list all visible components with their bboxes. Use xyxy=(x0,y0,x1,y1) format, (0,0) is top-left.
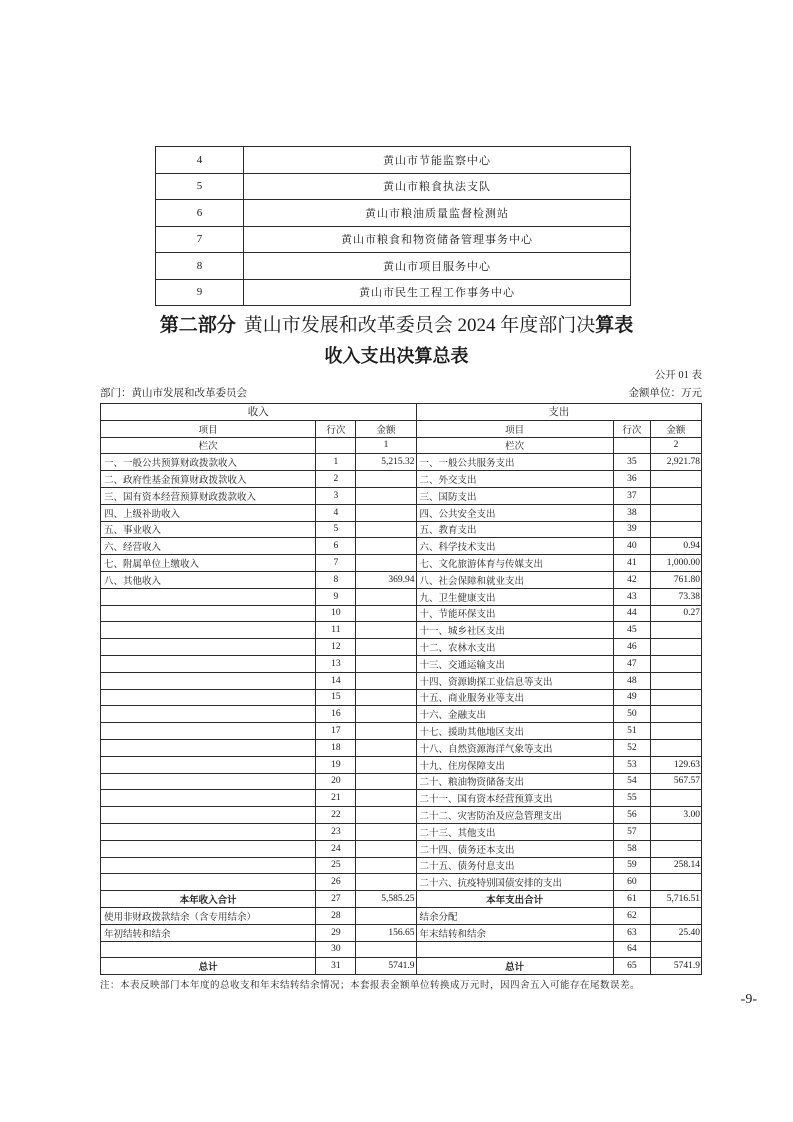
expense-line-no: 36 xyxy=(613,471,650,488)
expense-item: 十七、援助其他地区支出 xyxy=(416,723,613,740)
income-line-no: 4 xyxy=(316,504,356,521)
income-amount xyxy=(356,471,416,488)
expense-summary-item: 年末结转和结余 xyxy=(416,924,613,941)
expense-item: 十九、住房保障支出 xyxy=(416,756,613,773)
income-item xyxy=(101,739,316,756)
org-row-number: 7 xyxy=(156,226,244,253)
org-row-name: 黄山市项目服务中心 xyxy=(244,253,631,280)
org-row xyxy=(156,253,631,280)
expense-line-no: 35 xyxy=(613,454,650,471)
income-item: 七、附属单位上缴收入 xyxy=(101,555,316,572)
org-list-table xyxy=(155,146,631,306)
expense-line-no: 56 xyxy=(613,807,650,824)
income-item: 五、事业收入 xyxy=(101,521,316,538)
org-row-name: 黄山市粮食执法支队 xyxy=(244,173,631,200)
expense-amount xyxy=(650,840,701,857)
income-amount: 369.94 xyxy=(356,571,416,588)
income-amount: 5741.9 xyxy=(356,958,416,975)
expense-amount xyxy=(650,723,701,740)
expense-item: 九、卫生健康支出 xyxy=(416,588,613,605)
table-column-header-row xyxy=(101,420,702,437)
income-amount: 156.65 xyxy=(356,924,416,941)
income-line-no: 17 xyxy=(316,723,356,740)
income-item: 二、政府性基金预算财政拨款收入 xyxy=(101,471,316,488)
budget-data-row xyxy=(101,471,702,488)
expense-item: 四、公共安全支出 xyxy=(416,504,613,521)
expense-line-no: 51 xyxy=(613,723,650,740)
expense-item: 七、文化旅游体育与传媒支出 xyxy=(416,555,613,572)
expense-amount xyxy=(650,487,701,504)
income-amount xyxy=(356,487,416,504)
expense-amount xyxy=(650,672,701,689)
income-column-number: 1 xyxy=(356,437,416,454)
income-item xyxy=(101,823,316,840)
income-line-no: 20 xyxy=(316,773,356,790)
expense-line-no: 47 xyxy=(613,655,650,672)
expense-line-no: 40 xyxy=(613,538,650,555)
income-item: 六、经营收入 xyxy=(101,538,316,555)
income-item xyxy=(101,605,316,622)
budget-data-row xyxy=(101,605,702,622)
expense-item: 十一、城乡社区支出 xyxy=(416,622,613,639)
income-item xyxy=(101,689,316,706)
income-amount xyxy=(356,874,416,891)
expense-amount: 5,716.51 xyxy=(650,891,701,908)
budget-data-row xyxy=(101,538,702,555)
org-row xyxy=(156,147,631,174)
income-summary-item: 总计 xyxy=(101,958,316,975)
expense-amount xyxy=(650,655,701,672)
expense-item: 二十四、债务还本支出 xyxy=(416,840,613,857)
income-item xyxy=(101,807,316,824)
expense-amount: 129.63 xyxy=(650,756,701,773)
page-number: -9- xyxy=(740,992,757,1007)
income-line-no: 29 xyxy=(316,924,356,941)
expense-summary-item: 结余分配 xyxy=(416,907,613,924)
expense-item: 三、国防支出 xyxy=(416,487,613,504)
income-line-header: 行次 xyxy=(316,420,356,437)
income-line-no: 1 xyxy=(316,454,356,471)
income-amount xyxy=(356,756,416,773)
expense-line-header: 行次 xyxy=(613,420,650,437)
expense-amount xyxy=(650,907,701,924)
org-row xyxy=(156,173,631,200)
section-title-part2: 黄山市发展和改革委员会 2024 年度部门决 xyxy=(243,315,596,336)
income-line-no: 15 xyxy=(316,689,356,706)
budget-summary-row xyxy=(101,891,702,908)
expense-line-no: 58 xyxy=(613,840,650,857)
income-amount xyxy=(356,622,416,639)
expense-amount xyxy=(650,504,701,521)
expense-amount: 258.14 xyxy=(650,857,701,874)
expense-amount xyxy=(650,739,701,756)
expense-line-no: 60 xyxy=(613,874,650,891)
income-item xyxy=(101,706,316,723)
income-item: 三、国有资本经营预算财政拨款收入 xyxy=(101,487,316,504)
income-item xyxy=(101,588,316,605)
expense-line-no: 65 xyxy=(613,958,650,975)
expense-line-no: 50 xyxy=(613,706,650,723)
expense-line-no: 59 xyxy=(613,857,650,874)
expense-amount xyxy=(650,689,701,706)
table-footnote: 注：本表反映部门本年度的总收支和年末结转结余情况；本套报表金额单位转换成万元时，因四舍五入可能存在尾数误差。 xyxy=(100,981,641,991)
budget-data-row xyxy=(101,723,702,740)
income-line-no: 31 xyxy=(316,958,356,975)
income-line-no: 26 xyxy=(316,874,356,891)
income-amount: 5,585.25 xyxy=(356,891,416,908)
income-amount-header: 金额 xyxy=(356,420,416,437)
income-summary-item xyxy=(101,941,316,958)
department-label: 部门：黄山市发展和改革委员会 xyxy=(100,388,247,399)
income-line-no: 13 xyxy=(316,655,356,672)
income-summary-item: 年初结转和结余 xyxy=(101,924,316,941)
expense-line-no: 49 xyxy=(613,689,650,706)
expense-summary-item: 本年支出合计 xyxy=(416,891,613,908)
income-line-no: 9 xyxy=(316,588,356,605)
income-item-header: 项目 xyxy=(101,420,316,437)
expense-item-header: 项目 xyxy=(416,420,613,437)
budget-data-row xyxy=(101,639,702,656)
expense-amount xyxy=(650,823,701,840)
expense-item: 二十二、灾害防治及应急管理支出 xyxy=(416,807,613,824)
income-line-no: 6 xyxy=(316,538,356,555)
income-line-no: 30 xyxy=(316,941,356,958)
income-amount: 5,215.32 xyxy=(356,454,416,471)
income-item xyxy=(101,672,316,689)
income-amount xyxy=(356,605,416,622)
expense-item: 十五、商业服务业等支出 xyxy=(416,689,613,706)
budget-data-row xyxy=(101,706,702,723)
expense-column-number: 2 xyxy=(650,437,701,454)
income-item xyxy=(101,840,316,857)
org-row-number: 9 xyxy=(156,279,244,306)
expense-item: 八、社会保障和就业支出 xyxy=(416,571,613,588)
budget-data-row xyxy=(101,487,702,504)
income-amount xyxy=(356,588,416,605)
section-title-part1: 第二部分 xyxy=(159,315,236,336)
expense-amount: 567.57 xyxy=(650,773,701,790)
budget-data-row xyxy=(101,773,702,790)
income-amount xyxy=(356,739,416,756)
income-section-header: 收入 xyxy=(101,404,417,421)
income-amount xyxy=(356,706,416,723)
expense-item: 十四、资源勘探工业信息等支出 xyxy=(416,672,613,689)
income-line-no: 5 xyxy=(316,521,356,538)
income-amount xyxy=(356,723,416,740)
expense-item: 二十、粮油物资储备支出 xyxy=(416,773,613,790)
expense-item: 十六、金融支出 xyxy=(416,706,613,723)
income-amount xyxy=(356,655,416,672)
expense-summary-item xyxy=(416,941,613,958)
budget-data-row xyxy=(101,555,702,572)
expense-amount xyxy=(650,706,701,723)
expense-amount xyxy=(650,874,701,891)
expense-line-no: 55 xyxy=(613,790,650,807)
income-item xyxy=(101,790,316,807)
section-title xyxy=(0,313,793,339)
expense-line-no: 42 xyxy=(613,571,650,588)
income-line-no: 25 xyxy=(316,857,356,874)
expense-amount xyxy=(650,941,701,958)
table-title: 收入支出决算总表 xyxy=(324,346,469,366)
budget-data-row xyxy=(101,756,702,773)
expense-lanci-label: 栏次 xyxy=(416,437,613,454)
budget-summary-table xyxy=(100,403,702,975)
form-number-label: 公开 01 表 xyxy=(654,370,702,381)
expense-item: 十八、自然资源海洋气象等支出 xyxy=(416,739,613,756)
income-line-no: 21 xyxy=(316,790,356,807)
expense-line-no: 39 xyxy=(613,521,650,538)
expense-line-no: 44 xyxy=(613,605,650,622)
expense-item: 一、一般公共服务支出 xyxy=(416,454,613,471)
budget-data-row xyxy=(101,454,702,471)
budget-data-row xyxy=(101,672,702,689)
org-row-number: 4 xyxy=(156,147,244,174)
expense-item: 二十三、其他支出 xyxy=(416,823,613,840)
income-line-no: 27 xyxy=(316,891,356,908)
org-row-name: 黄山市民生工程工作事务中心 xyxy=(244,279,631,306)
expense-amount: 25.40 xyxy=(650,924,701,941)
table-section-header-row xyxy=(101,404,702,421)
expense-amount xyxy=(650,639,701,656)
expense-amount: 0.27 xyxy=(650,605,701,622)
budget-data-row xyxy=(101,622,702,639)
budget-data-row xyxy=(101,857,702,874)
table-lanci-row xyxy=(101,437,702,454)
org-row-name: 黄山市粮油质量监督检测站 xyxy=(244,200,631,227)
budget-data-row xyxy=(101,790,702,807)
income-line-no: 8 xyxy=(316,571,356,588)
expense-amount: 3.00 xyxy=(650,807,701,824)
expense-line-no: 53 xyxy=(613,756,650,773)
income-amount xyxy=(356,773,416,790)
income-amount xyxy=(356,823,416,840)
income-line-no: 23 xyxy=(316,823,356,840)
income-item xyxy=(101,639,316,656)
org-row-number: 5 xyxy=(156,173,244,200)
expense-line-no: 62 xyxy=(613,907,650,924)
income-item xyxy=(101,857,316,874)
income-line-no: 19 xyxy=(316,756,356,773)
income-item xyxy=(101,756,316,773)
org-row-name: 黄山市节能监察中心 xyxy=(244,147,631,174)
expense-item: 十二、农林水支出 xyxy=(416,639,613,656)
expense-line-no: 63 xyxy=(613,924,650,941)
expense-item: 二十五、债务付息支出 xyxy=(416,857,613,874)
expense-item: 五、教育支出 xyxy=(416,521,613,538)
income-item xyxy=(101,622,316,639)
income-line-no: 12 xyxy=(316,639,356,656)
expense-line-no: 57 xyxy=(613,823,650,840)
budget-data-row xyxy=(101,874,702,891)
expense-line-no: 38 xyxy=(613,504,650,521)
expense-item: 十、节能环保支出 xyxy=(416,605,613,622)
budget-summary-row xyxy=(101,941,702,958)
org-row-number: 8 xyxy=(156,253,244,280)
budget-data-row xyxy=(101,588,702,605)
expense-amount: 2,921.78 xyxy=(650,454,701,471)
budget-summary-row xyxy=(101,907,702,924)
unit-label: 金额单位：万元 xyxy=(628,388,702,399)
expense-amount: 0.94 xyxy=(650,538,701,555)
income-line-no: 28 xyxy=(316,907,356,924)
expense-item: 六、科学技术支出 xyxy=(416,538,613,555)
income-amount xyxy=(356,689,416,706)
org-row xyxy=(156,226,631,253)
budget-data-row xyxy=(101,739,702,756)
expense-line-no: 64 xyxy=(613,941,650,958)
income-amount xyxy=(356,840,416,857)
budget-data-row xyxy=(101,840,702,857)
expense-line-no: 48 xyxy=(613,672,650,689)
expense-amount xyxy=(650,521,701,538)
income-line-no: 11 xyxy=(316,622,356,639)
section-title-part3: 算表 xyxy=(595,315,634,336)
income-item xyxy=(101,655,316,672)
expense-amount: 761.80 xyxy=(650,571,701,588)
expense-amount: 73.38 xyxy=(650,588,701,605)
budget-data-row xyxy=(101,823,702,840)
expense-item: 二十一、国有资本经营预算支出 xyxy=(416,790,613,807)
expense-summary-item: 总计 xyxy=(416,958,613,975)
budget-data-row xyxy=(101,521,702,538)
budget-data-row xyxy=(101,571,702,588)
income-amount xyxy=(356,504,416,521)
budget-summary-row xyxy=(101,924,702,941)
income-summary-item: 使用非财政拨款结余（含专用结余） xyxy=(101,907,316,924)
income-amount xyxy=(356,555,416,572)
expense-amount: 5741.9 xyxy=(650,958,701,975)
income-amount xyxy=(356,941,416,958)
income-line-no: 14 xyxy=(316,672,356,689)
income-item xyxy=(101,723,316,740)
expense-amount: 1,000.00 xyxy=(650,555,701,572)
income-line-no: 16 xyxy=(316,706,356,723)
table-meta-row xyxy=(100,385,702,400)
expense-line-no: 54 xyxy=(613,773,650,790)
income-amount xyxy=(356,857,416,874)
income-line-no: 18 xyxy=(316,739,356,756)
income-line-no: 22 xyxy=(316,807,356,824)
expense-line-no: 43 xyxy=(613,588,650,605)
income-amount xyxy=(356,538,416,555)
income-lanci-blank xyxy=(316,437,356,454)
income-line-no: 2 xyxy=(316,471,356,488)
expense-item: 十三、交通运输支出 xyxy=(416,655,613,672)
income-amount xyxy=(356,521,416,538)
income-amount xyxy=(356,790,416,807)
budget-data-row xyxy=(101,689,702,706)
income-item xyxy=(101,874,316,891)
expense-lanci-blank xyxy=(613,437,650,454)
expense-item: 二、外交支出 xyxy=(416,471,613,488)
income-line-no: 24 xyxy=(316,840,356,857)
expense-line-no: 45 xyxy=(613,622,650,639)
income-lanci-label: 栏次 xyxy=(101,437,316,454)
org-row xyxy=(156,279,631,306)
income-amount xyxy=(356,672,416,689)
org-row xyxy=(156,200,631,227)
income-line-no: 10 xyxy=(316,605,356,622)
budget-data-row xyxy=(101,655,702,672)
expense-line-no: 37 xyxy=(613,487,650,504)
income-amount xyxy=(356,807,416,824)
budget-summary-row xyxy=(101,958,702,975)
expense-item: 二十六、抗疫特别国债安排的支出 xyxy=(416,874,613,891)
income-amount xyxy=(356,907,416,924)
income-summary-item: 本年收入合计 xyxy=(101,891,316,908)
expense-section-header: 支出 xyxy=(416,404,701,421)
income-line-no: 7 xyxy=(316,555,356,572)
income-item: 八、其他收入 xyxy=(101,571,316,588)
org-row-name: 黄山市粮食和物资储备管理事务中心 xyxy=(244,226,631,253)
income-amount xyxy=(356,639,416,656)
income-item xyxy=(101,773,316,790)
income-item: 一、一般公共预算财政拨款收入 xyxy=(101,454,316,471)
expense-amount xyxy=(650,471,701,488)
expense-amount xyxy=(650,790,701,807)
income-item: 四、上级补助收入 xyxy=(101,504,316,521)
expense-line-no: 61 xyxy=(613,891,650,908)
expense-amount xyxy=(650,622,701,639)
expense-line-no: 52 xyxy=(613,739,650,756)
expense-line-no: 46 xyxy=(613,639,650,656)
budget-data-row xyxy=(101,504,702,521)
expense-line-no: 41 xyxy=(613,555,650,572)
expense-amount-header: 金额 xyxy=(650,420,701,437)
org-row-number: 6 xyxy=(156,200,244,227)
budget-data-row xyxy=(101,807,702,824)
income-line-no: 3 xyxy=(316,487,356,504)
